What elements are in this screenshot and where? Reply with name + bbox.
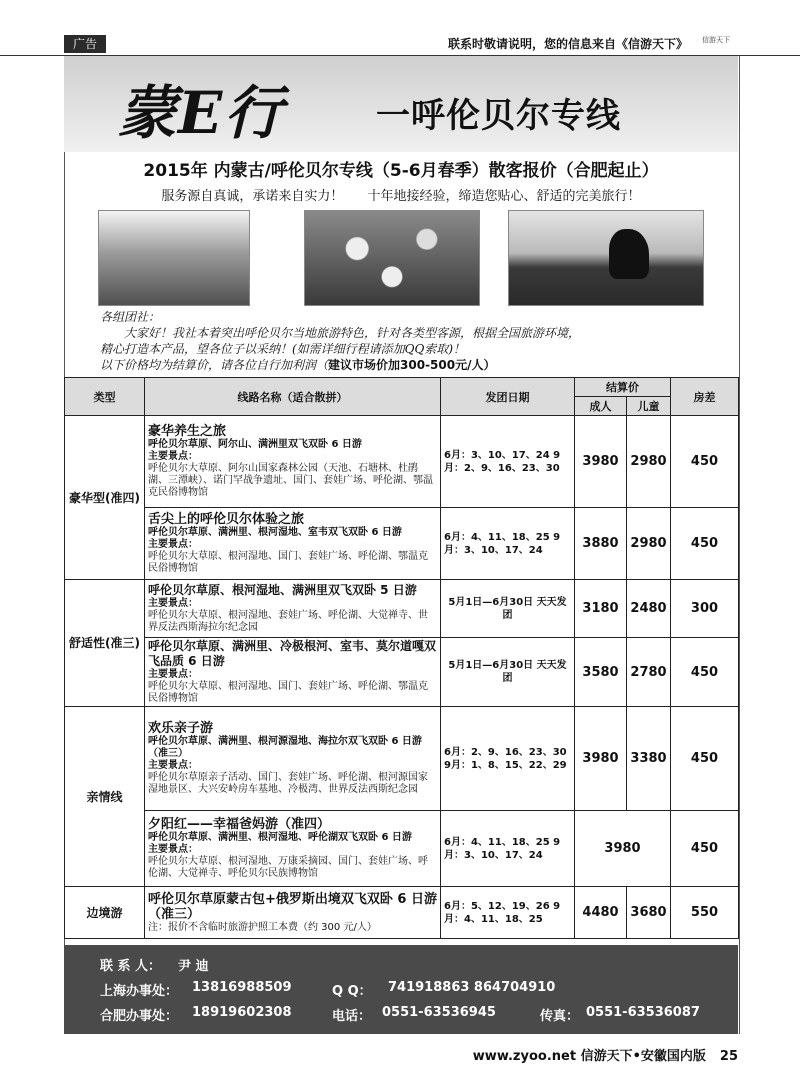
contact-person: 尹 迪 bbox=[178, 959, 209, 974]
route-cell bbox=[145, 887, 441, 939]
child-price: 3680 bbox=[627, 887, 671, 939]
brand-subtitle: 一呼伦贝尔专线 bbox=[376, 96, 621, 136]
date-cell: 6月：4、11、18、25 9月：3、10、17、24 bbox=[441, 508, 575, 580]
child-price: 2980 bbox=[627, 508, 671, 580]
group-comfort: 舒适性(准三) bbox=[65, 580, 145, 707]
intro-line3 bbox=[100, 357, 720, 373]
header-price: 结算价 bbox=[575, 378, 671, 397]
route-sights: 呼伦贝尔大草原、根河湿地、万康采摘园、国门、套娃广场、呼伦湖、大觉禅寺、呼伦贝尔民族博物馆 bbox=[148, 856, 428, 879]
adult-price: 3980 bbox=[575, 707, 627, 811]
date-cell: 6月：4、11、18、25 9月：3、10、17、24 bbox=[441, 811, 575, 887]
route-sights: 呼伦贝尔大草原、根河湿地、套娃广场、呼伦湖、大觉禅寺、世界反法西斯海拉尔纪念园 bbox=[148, 610, 428, 633]
rider-silhouette bbox=[609, 229, 649, 279]
group-luxury: 豪华型(准四) bbox=[65, 416, 145, 580]
single-supplement: 450 bbox=[671, 707, 739, 811]
adult-price: 3180 bbox=[575, 580, 627, 638]
header-single: 房差 bbox=[671, 378, 739, 416]
date-cell: 5月1日—6月30日 天天发团 bbox=[441, 638, 575, 707]
top-bar bbox=[0, 33, 800, 56]
intro-greeting: 各组团社： bbox=[100, 310, 161, 324]
photo-sky-tree bbox=[98, 210, 250, 306]
sights-label: 主要景点： bbox=[148, 669, 198, 680]
footer bbox=[473, 1045, 738, 1064]
adult-price: 3580 bbox=[575, 638, 627, 707]
route-sub: 呼伦贝尔草原、满洲里、根河湿地、室韦双飞双卧 6 日游 bbox=[148, 527, 402, 538]
brand-title: 蒙E行 bbox=[118, 79, 285, 147]
slogan: 服务源自真诚，承诺来自实力！ 十年地接经验，缔造您贴心、舒适的完美旅行！ bbox=[161, 189, 641, 204]
photo-horse-rider bbox=[508, 210, 704, 306]
fax-number: 0551-63536087 bbox=[586, 1005, 700, 1020]
header-type: 类型 bbox=[65, 378, 145, 416]
intro-line2: 精心打造本产品，望各位子以采纳！(如需详细行程请添加QQ索取)！ bbox=[100, 342, 466, 356]
route-title: 呼伦贝尔草原蒙古包+俄罗斯出境双飞双卧 6 日游（准三） bbox=[148, 891, 437, 922]
publisher-logo: 信游天下 bbox=[702, 36, 730, 44]
route-cell bbox=[145, 811, 441, 887]
route-cell bbox=[145, 416, 441, 508]
shanghai-label: 上海办事处： bbox=[100, 984, 179, 999]
hefei-label: 合肥办事处： bbox=[100, 1009, 179, 1024]
sights-label: 主要景点： bbox=[148, 598, 198, 609]
banner bbox=[64, 56, 738, 152]
date-cell: 6月：3、10、17、24 9月：2、9、16、23、30 bbox=[441, 416, 575, 508]
single-supplement: 450 bbox=[671, 508, 739, 580]
table-row bbox=[65, 638, 739, 707]
qq-numbers: 741918863 864704910 bbox=[388, 980, 556, 995]
route-sub: 呼伦贝尔草原、阿尔山、满洲里双飞双卧 6 日游 bbox=[148, 439, 362, 450]
route-title: 舌尖上的呼伦贝尔体验之旅 bbox=[148, 512, 305, 527]
table-row bbox=[65, 887, 739, 939]
date-cell: 6月：5、12、19、26 9月：4、11、18、25 bbox=[441, 887, 575, 939]
table-row bbox=[65, 508, 739, 580]
route-title: 夕阳红——幸福爸妈游（准四） bbox=[148, 817, 331, 832]
sights-label: 主要景点： bbox=[148, 844, 198, 855]
route-sights: 呼伦贝尔大草原、阿尔山国家森林公园（天池、石塘林、杜鹃湖、三潭峡）、诺门罕战争遗址、国门、套娃广场、呼伦湖、鄂温克民俗博物馆 bbox=[148, 463, 433, 498]
tel-label: 电话： bbox=[332, 1009, 372, 1024]
header-child: 儿童 bbox=[627, 397, 671, 416]
qq-label: Q Q： bbox=[332, 984, 372, 999]
route-cell bbox=[145, 638, 441, 707]
table-row bbox=[65, 416, 739, 508]
route-title: 欢乐亲子游 bbox=[148, 721, 214, 736]
adult-price: 3980 bbox=[575, 416, 627, 508]
contact-panel bbox=[64, 945, 738, 1034]
sights-label: 主要景点： bbox=[148, 451, 198, 462]
route-sights: 呼伦贝尔大草原、根河湿地、国门、套娃广场、呼伦湖、鄂温克民俗博物馆 bbox=[148, 681, 428, 704]
intro-letter bbox=[100, 309, 720, 373]
route-sub: 呼伦贝尔草原、满洲里、根河源湿地、海拉尔双飞双卧 6 日游（准三） bbox=[148, 736, 422, 759]
adult-price: 3880 bbox=[575, 508, 627, 580]
route-sights: 呼伦贝尔草原亲子活动、国门、套娃广场、呼伦湖、根河源国家湿地景区、大兴安岭房车基地、冷极湾、世界反法西斯纪念园 bbox=[148, 772, 428, 795]
page-number: 25 bbox=[719, 1049, 738, 1064]
single-supplement: 300 bbox=[671, 580, 739, 638]
group-border: 边境游 bbox=[65, 887, 145, 939]
sights-label: 主要景点： bbox=[148, 760, 198, 771]
photo-flowers bbox=[304, 210, 480, 306]
sights-label: 主要景点： bbox=[148, 539, 198, 550]
footer-site: www.zyoo.net 信游天下•安徽国内版 bbox=[472, 1049, 706, 1064]
table-row bbox=[65, 707, 739, 811]
source-notice: 联系时敬请说明，您的信息来自《信游天下》 bbox=[447, 37, 688, 51]
header-date: 发团日期 bbox=[441, 378, 575, 416]
hefei-phone: 18919602308 bbox=[192, 1005, 292, 1020]
child-price: 2480 bbox=[627, 580, 671, 638]
single-supplement: 450 bbox=[671, 811, 739, 887]
combined-price: 3980 bbox=[575, 811, 671, 887]
child-price: 2780 bbox=[627, 638, 671, 707]
intro-suggested-price: 建议市场价加300-500元/人） bbox=[328, 358, 496, 372]
route-sights: 呼伦贝尔大草原、根河湿地、国门、套娃广场、呼伦湖、鄂温克民俗博物馆 bbox=[148, 551, 428, 574]
tel-number: 0551-63536945 bbox=[382, 1005, 496, 1020]
single-supplement: 450 bbox=[671, 416, 739, 508]
route-title: 豪华养生之旅 bbox=[148, 424, 227, 439]
route-sub: 呼伦贝尔草原、满洲里、根河湿地、呼伦湖双飞双卧 6 日游 bbox=[148, 832, 412, 843]
ad-tag: 广告 bbox=[64, 35, 106, 53]
child-price: 3380 bbox=[627, 707, 671, 811]
header-adult: 成人 bbox=[575, 397, 627, 416]
single-supplement: 550 bbox=[671, 887, 739, 939]
date-cell: 6月：2、9、16、23、30 9月：1、8、15、22、29 bbox=[441, 707, 575, 811]
price-table bbox=[64, 377, 739, 939]
intro-line3-text: 以下价格均为结算价，请各位自行加利润（ bbox=[100, 358, 329, 372]
route-note: 注：报价不含临时旅游护照工本费（约 300 元/人） bbox=[148, 921, 377, 933]
intro-line1: 大家好！我社本着突出呼伦贝尔当地旅游特色，针对各类型客源，根据全国旅游环境， bbox=[124, 326, 581, 340]
table-row bbox=[65, 811, 739, 887]
route-cell bbox=[145, 508, 441, 580]
shanghai-phone: 13816988509 bbox=[192, 980, 292, 995]
fax-label: 传真： bbox=[540, 1009, 580, 1024]
route-title: 呼伦贝尔草原、根河湿地、满洲里双飞双卧 5 日游 bbox=[148, 583, 417, 597]
header-route: 线路名称（适合散拼） bbox=[145, 378, 441, 416]
headline: 2015年 内蒙古/呼伦贝尔专线（5-6月春季）散客报价（合肥起止） bbox=[143, 161, 659, 181]
date-cell: 5月1日—6月30日 天天发团 bbox=[441, 580, 575, 638]
child-price: 2980 bbox=[627, 416, 671, 508]
route-cell bbox=[145, 707, 441, 811]
contact-person-label: 联 系 人： bbox=[100, 959, 162, 974]
table-row bbox=[65, 580, 739, 638]
route-cell bbox=[145, 580, 441, 638]
single-supplement: 450 bbox=[671, 638, 739, 707]
route-title: 呼伦贝尔草原、满洲里、冷极根河、室韦、莫尔道嘎双飞品质 6 日游 bbox=[148, 639, 437, 668]
adult-price: 4480 bbox=[575, 887, 627, 939]
group-family: 亲情线 bbox=[65, 707, 145, 887]
